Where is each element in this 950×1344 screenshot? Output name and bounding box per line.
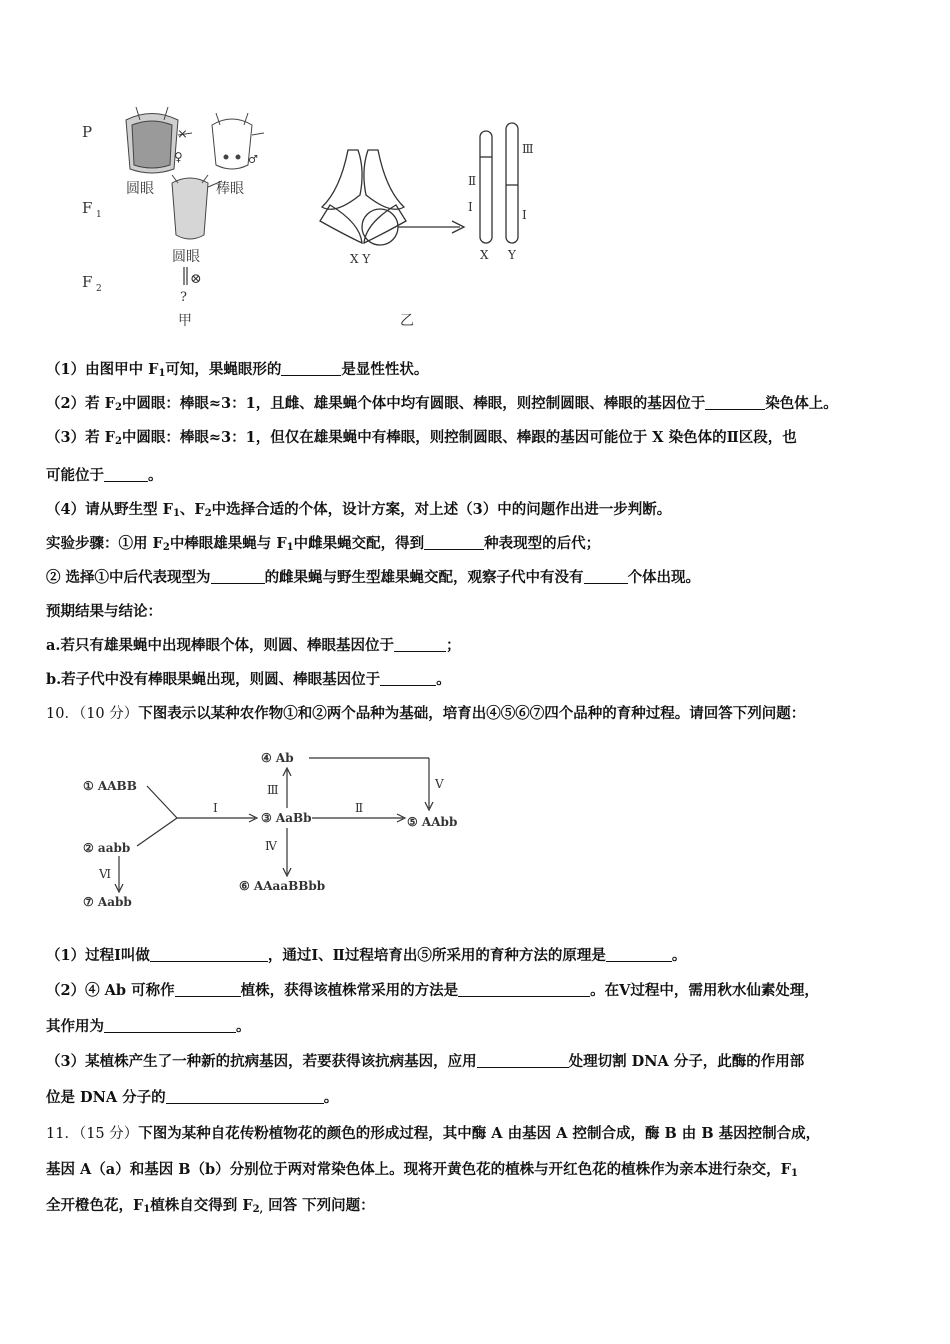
blank[interactable]	[166, 1089, 324, 1104]
q9-line-8: 预期结果与结论：	[46, 603, 162, 620]
unknown-mark: ?	[180, 290, 187, 305]
q9-line-1: （1）由图甲中 $F_1$可知，果蝇眼形的 是显性性状。	[46, 361, 429, 379]
x-chrom-label: X	[480, 248, 489, 262]
q9-line-6: 实验步骤：①用 $F_2$中棒眼雄果蝇与 $F_1$中雌果蝇交配，得到 种表现型的后代；	[46, 535, 601, 553]
node-3: ③ AaBb	[261, 811, 312, 825]
breeding-process-diagram	[75, 740, 495, 920]
label-round: 圆眼	[126, 181, 154, 197]
blank[interactable]	[104, 1018, 236, 1033]
chrom-label-1a: Ⅰ	[468, 200, 473, 214]
node-1: ① AABB	[83, 779, 137, 793]
caption-a: 甲	[178, 313, 192, 329]
x-y-chromosome-regions-icon	[480, 123, 518, 243]
q9-line-5: （4）请从野生型 $F_1$、$F_2$中选择合适的个体，设计方案，对上述（3）中的问题作出进一步判断。	[46, 501, 672, 519]
blank[interactable]	[458, 982, 590, 997]
q9-line-4: 可能位于 。	[46, 467, 163, 484]
blank[interactable]	[394, 637, 446, 652]
blank[interactable]	[606, 947, 672, 962]
q9-line-10: b.若子代中没有棒眼果蝇出现，则圆、棒眼基因位于 。	[46, 671, 451, 688]
step-6: Ⅵ	[99, 867, 112, 881]
step-3: Ⅲ	[267, 783, 279, 797]
q11-line-3: 全开橙色花，$F_1$植株自交得到 $F_{2,}$ 回答 下列问题：	[46, 1197, 375, 1215]
chrom-label-3: Ⅲ	[522, 142, 534, 156]
row-label-p: P	[82, 123, 93, 141]
row-label-f1: F	[82, 199, 93, 217]
blank[interactable]	[281, 361, 341, 376]
step-5: Ⅴ	[435, 777, 444, 791]
female-sign: ♀	[174, 150, 183, 164]
node-2: ② aabb	[83, 841, 131, 855]
q9-line-3: （3）若 $F_2$中圆眼：棒眼≈3：1，但仅在雄果蝇中有棒眼，则控制圆眼、棒跟的基因可能位于 X 染色体的Ⅱ区段，也	[46, 429, 797, 447]
chrom-label-2: Ⅱ	[468, 174, 477, 188]
blank[interactable]	[150, 947, 268, 962]
node-7: ⑦ Aabb	[83, 895, 132, 909]
selfing-icon: ⊗	[190, 271, 202, 287]
q11-line-2: 基因 A（a）和基因 B（b）分别位于两对常染色体上。现将开黄色花的植株与开红色花的植株作为亲本进行杂交，$F_1$	[46, 1161, 798, 1179]
q10-line-5: 位是 DNA 分子的 。	[46, 1089, 339, 1106]
y-chrom-label: Y	[508, 248, 516, 262]
xy-small-label: X Y	[350, 252, 371, 266]
caption-b: 乙	[400, 313, 414, 329]
row-sub-f1: 1	[96, 210, 102, 220]
blank[interactable]	[104, 467, 148, 482]
step-2: Ⅱ	[355, 801, 364, 815]
blank[interactable]	[175, 982, 241, 997]
blank[interactable]	[584, 569, 628, 584]
blank[interactable]	[211, 569, 265, 584]
step-4: Ⅳ	[265, 839, 277, 853]
label-bar: 棒眼	[216, 181, 244, 197]
row-sub-f2: 2	[96, 284, 102, 294]
cross-sign: ×	[177, 127, 188, 142]
q9-line-9: a.若只有雄果蝇中出现棒眼个体，则圆、棒眼基因位于 ；	[46, 637, 461, 654]
step-1: Ⅰ	[213, 801, 218, 815]
node-6: ⑥ AAaaBBbb	[239, 879, 326, 893]
f1-round-eye-fly-icon	[172, 175, 222, 239]
male-sign: ♂	[248, 153, 258, 166]
node-4: ④ Ab	[261, 751, 294, 765]
q10-line-3: 其作用为 。	[46, 1018, 251, 1035]
q9-line-2: （2）若 $F_2$中圆眼：棒眼≈3：1，且雌、雄果蝇个体中均有圆眼、棒眼，则控制圆眼、棒眼的基因位于 染色体上。	[46, 395, 838, 413]
q10-line-2: （2）④ Ab 可称作 植株，获得该植株常采用的方法是 。在Ⅴ过程中，需用秋水仙素处理，	[46, 982, 819, 999]
blank[interactable]	[477, 1053, 569, 1068]
sex-chromosomes-pairing-icon	[320, 150, 464, 245]
node-5: ⑤ AAbb	[407, 815, 458, 829]
blank[interactable]	[424, 535, 484, 550]
q11-line-1: 11．（15 分）下图为某种自花传粉植物花的颜色的形成过程，其中酶 A 由基因 A 控制合成，酶 B 由 B 基因控制合成，	[46, 1125, 821, 1142]
q9-line-7: ② 选择①中后代表现型为 的雌果蝇与野生型雄果蝇交配，观察子代中有没有 个体出现。	[46, 569, 701, 586]
label-round-f1: 圆眼	[172, 249, 200, 265]
q10-line-4: （3）某植株产生了一种新的抗病基因，若要获得该抗病基因，应用 处理切割 DNA 分子，此酶的作用部	[46, 1053, 805, 1070]
q10-stem: 10．（10 分）下图表示以某种农作物①和②两个品种为基础，培育出④⑤⑥⑦四个品种的育种过程。请回答下列问题：	[46, 705, 806, 722]
q10-line-1: （1）过程Ⅰ叫做 ，通过Ⅰ、Ⅱ过程培育出⑤所采用的育种方法的原理是 。	[46, 947, 687, 964]
row-label-f2: F	[82, 273, 93, 291]
chrom-label-1b: Ⅰ	[522, 208, 527, 222]
blank[interactable]	[705, 395, 765, 410]
blank[interactable]	[380, 671, 436, 686]
fruit-fly-figure	[60, 95, 580, 335]
